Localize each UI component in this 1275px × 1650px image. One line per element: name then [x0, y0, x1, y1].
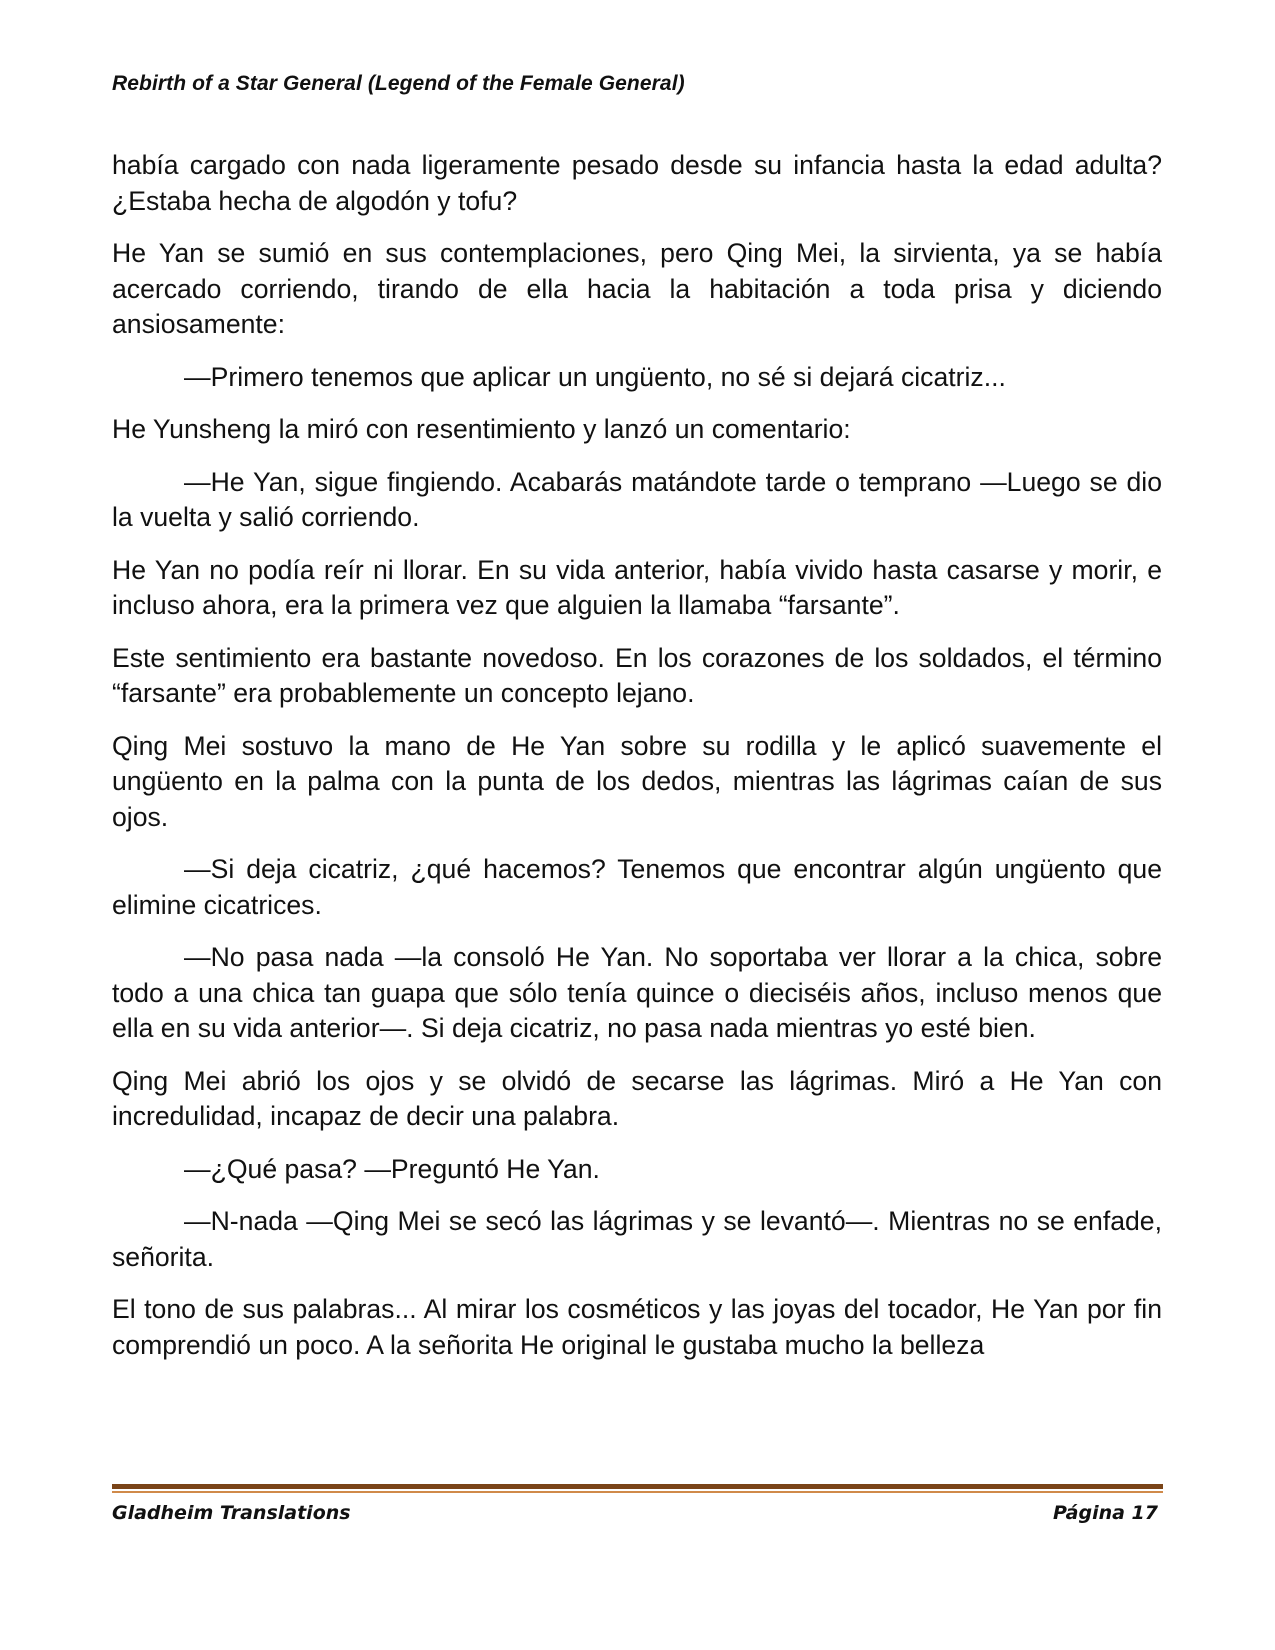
paragraph-12: —¿Qué pasa? —Preguntó He Yan. — [184, 1153, 600, 1184]
paragraph-5: —He Yan, sigue fingiendo. Acabarás matándote tarde o temprano —Luego se dio la vuelta y salió corriendo. — [112, 466, 1162, 532]
paragraph-8: Qing Mei sostuvo la mano de He Yan sobre su rodilla y le aplicó suavemente el ungüento en la palma con la punta de los dedos, mientras las lágrimas caían de sus ojos. — [112, 730, 1162, 832]
paragraph-9: —Si deja cicatriz, ¿qué hacemos? Tenemos que encontrar algún ungüento que elimine cicatrices. — [112, 854, 1162, 920]
paragraph-4: He Yunsheng la miró con resentimiento y lanzó un comentario: — [112, 414, 851, 444]
paragraph-6: He Yan no podía reír ni llorar. En su vida anterior, había vivido hasta casarse y morir, e incluso ahora, era la primera vez que alguien la llamaba “farsante”. — [112, 554, 1162, 620]
footer-divider-thin-line — [112, 1491, 1163, 1493]
document-body — [112, 148, 1162, 1380]
paragraph-1: había cargado con nada ligeramente pesado desde su infancia hasta la edad adulta? ¿Estaba hecha de algodón y tofu? — [112, 150, 1162, 216]
paragraph-14: El tono de sus palabras... Al mirar los cosméticos y las joyas del tocador, He Yan por fin comprendió un poco. A la señorita He original le gustaba mucho la belleza — [112, 1294, 1162, 1360]
page-header-title: Rebirth of a Star General (Legend of the Female General) — [112, 72, 685, 95]
paragraph-3: —Primero tenemos que aplicar un ungüento, no sé si dejará cicatriz... — [184, 361, 1006, 392]
paragraph-10: —No pasa nada —la consoló He Yan. No soportaba ver llorar a la chica, sobre todo a una chica tan guapa que sólo tenía quince o dieciséis años, incluso menos que ella en su vida anterior—. Si deja cicatriz, no pasa nada mientras yo esté bien. — [112, 942, 1162, 1043]
paragraph-7: Este sentimiento era bastante novedoso. En los corazones de los soldados, el término “farsante” era probablemente un concepto lejano. — [112, 642, 1162, 708]
paragraph-11: Qing Mei abrió los ojos y se olvidó de secarse las lágrimas. Miró a He Yan con incredulidad, incapaz de decir una palabra. — [112, 1065, 1162, 1131]
paragraph-2: He Yan se sumió en sus contemplaciones, pero Qing Mei, la sirvienta, ya se había acercado corriendo, tirando de ella hacia la habitación a toda prisa y diciendo ansiosamente: — [112, 238, 1162, 339]
page-footer — [112, 1502, 1158, 1524]
paragraph-13: —N-nada —Qing Mei se secó las lágrimas y se levantó—. Mientras no se enfade, señorita. — [112, 1206, 1162, 1272]
footer-publisher: Gladheim Translations — [112, 1502, 351, 1524]
footer-page-number: Página 17 — [1052, 1502, 1158, 1524]
